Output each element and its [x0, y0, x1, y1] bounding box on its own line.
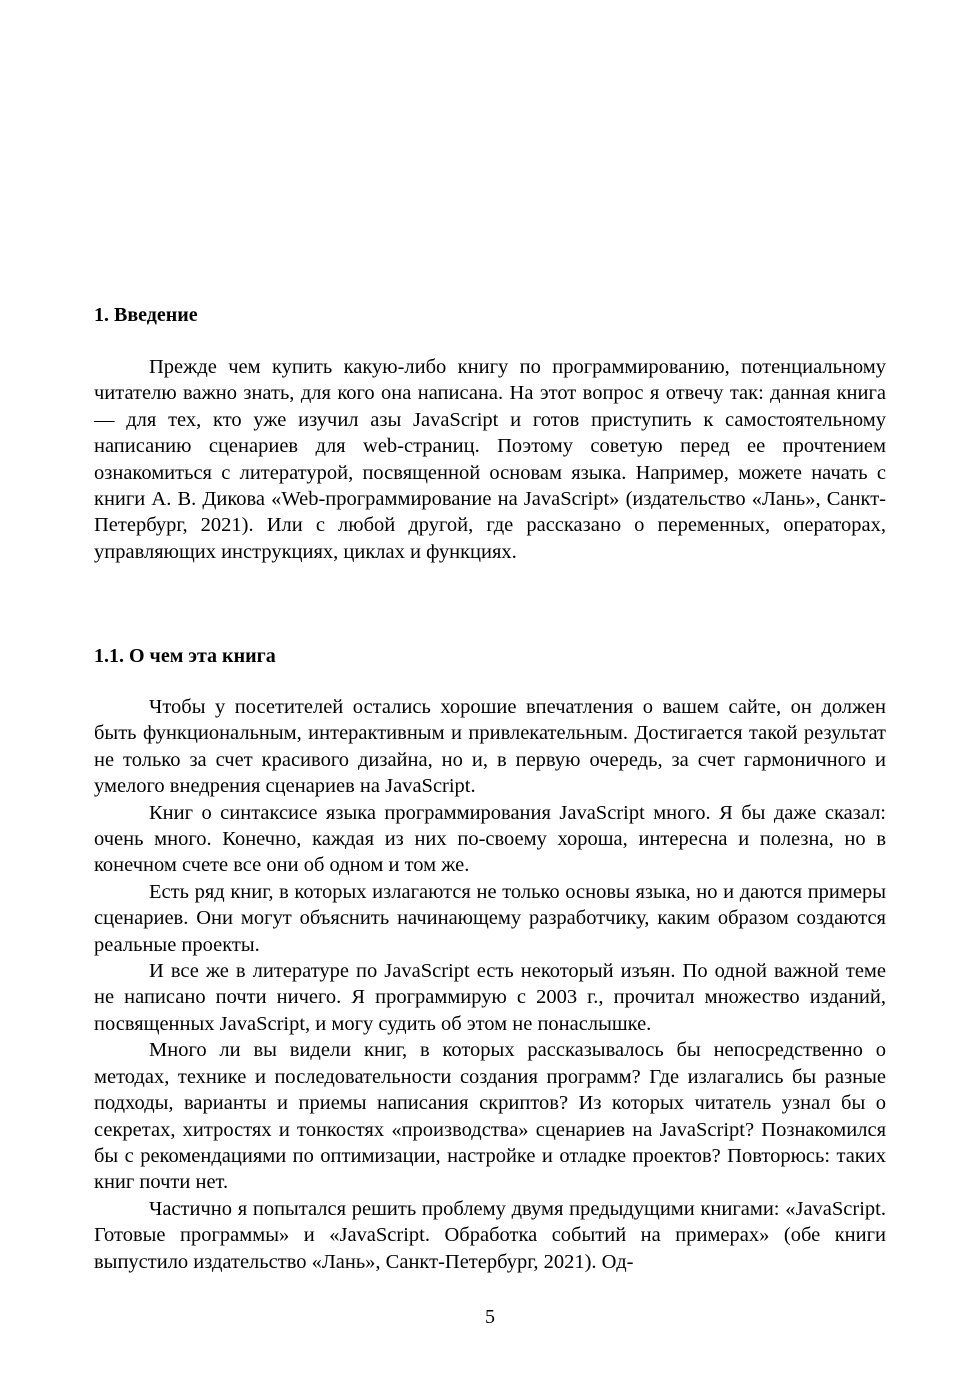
- paragraph: Частично я попытался решить проблему двумя предыдущими книгами: «JavaScript. Готовые программы» и «JavaScript. Обработка событий на примерах» (обе книги выпустило издательство «Лань», Санкт-Петербург, 2021). Од-: [94, 1197, 886, 1273]
- paragraph: Много ли вы видели книг, в которых рассказывалось бы непосредственно о методах, технике и последовательности создания программ? Где излагались бы разные подходы, варианты и приемы написания скриптов? Из которых читатель узнал бы о секретах, хитростях и тонкостях «производства» сценариев на JavaScript? Познакомился бы с рекомендациями по оптимизации, настройке и отладке проектов? Повторюсь: таких книг почти нет.: [94, 1039, 886, 1194]
- section-heading-introduction: 1. Введение: [94, 304, 198, 326]
- paragraph: И все же в литературе по JavaScript есть некоторый изъян. По одной важной теме не написано почти ничего. Я программирую с 2003 г., прочитал множество изданий, посвященных JavaScript, и могу судить об этом не понаслышке.: [94, 960, 886, 1035]
- paragraph: Прежде чем купить какую-либо книгу по программированию, потенциальному читателю важно знать, для кого она написана. На этот вопрос я отвечу так: данная книга — для тех, кто уже изучил азы JavaScript и готов приступить к самостоятельному написанию сценариев для web-страниц. Поэтому советую перед ее прочтением ознакомиться с литературой, посвященной основам языка. Например, можете начать с книги А. В. Дикова «Web-программирование на JavaScript» (издательство «Лань», Санкт-Петербург, 2021). Или с любой другой, где рассказано о переменных, операторах, управляющих инструкциях, циклах и функциях.: [94, 356, 886, 563]
- paragraph: Чтобы у посетителей остались хорошие впечатления о вашем сайте, он должен быть функциональным, интерактивным и привлекательным. Достигается такой результат не только за счет красивого дизайна, но и, в первую очередь, за счет гармоничного и умелого внедрения сценариев на JavaScript.: [94, 696, 886, 798]
- section-body-introduction: [94, 354, 886, 565]
- paragraph: Книг о синтаксисе языка программирования JavaScript много. Я бы даже сказал: очень много. Конечно, каждая из них по-своему хороша, интересна и полезна, но в конечном счете все они об одном и том же.: [94, 801, 886, 877]
- paragraph: Есть ряд книг, в которых излагаются не только основы языка, но и даются примеры сценариев. Они могут объяснить начинающему разработчику, каким образом создаются реальные проекты.: [94, 880, 886, 956]
- page-number: 5: [485, 1306, 495, 1328]
- section-body-about-book: [94, 694, 886, 1275]
- section-heading-about-book: 1.1. О чем эта книга: [94, 645, 276, 667]
